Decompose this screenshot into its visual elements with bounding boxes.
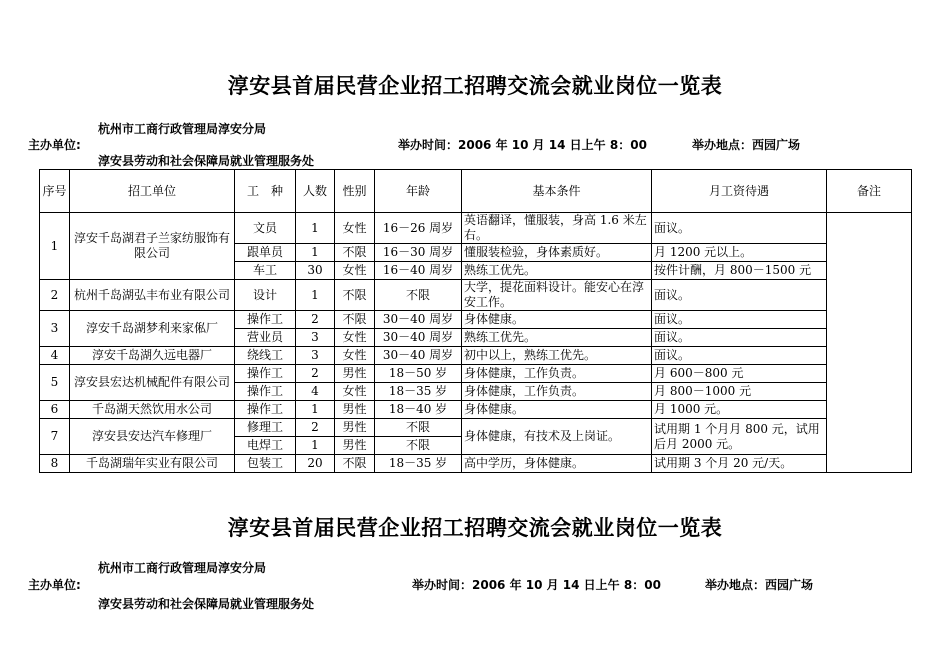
headcount: 4 bbox=[296, 383, 335, 401]
conditions: 身体健康，工作负责。 bbox=[462, 383, 652, 401]
row-index: 8 bbox=[40, 455, 70, 473]
job-title: 操作工 bbox=[235, 401, 296, 419]
event-time-repeat: 举办时间：2006 年 10 月 14 日上午 8：00 bbox=[412, 578, 661, 592]
salary: 月 1200 元以上。 bbox=[652, 244, 827, 262]
header-salary: 月工资待遇 bbox=[652, 170, 827, 213]
salary: 月 1000 元。 bbox=[652, 401, 827, 419]
job-title: 操作工 bbox=[235, 383, 296, 401]
table-row bbox=[40, 213, 912, 244]
event-place: 举办地点：西园广场 bbox=[692, 138, 801, 152]
age: 30－40 周岁 bbox=[375, 329, 462, 347]
header-count: 人数 bbox=[296, 170, 335, 213]
gender: 男性 bbox=[335, 419, 375, 437]
age: 18－50 岁 bbox=[375, 365, 462, 383]
salary: 试用期 1 个月月 800 元，试用后月 2000 元。 bbox=[652, 419, 827, 455]
table-row bbox=[40, 347, 912, 365]
job-title: 跟单员 bbox=[235, 244, 296, 262]
age: 18－40 岁 bbox=[375, 401, 462, 419]
company-name: 杭州千岛湖弘丰布业有限公司 bbox=[70, 280, 235, 311]
header-company: 招工单位 bbox=[70, 170, 235, 213]
company-name: 淳安千岛湖君子兰家纺服饰有限公司 bbox=[70, 213, 235, 280]
age: 18－35 岁 bbox=[375, 383, 462, 401]
header-conditions: 基本条件 bbox=[462, 170, 652, 213]
organizer-name-2-repeat: 淳安县劳动和社会保障局就业管理服务处 bbox=[98, 597, 315, 611]
header-age: 年龄 bbox=[375, 170, 462, 213]
job-title: 操作工 bbox=[235, 365, 296, 383]
company-name: 千岛湖瑞年实业有限公司 bbox=[70, 455, 235, 473]
page-title: 淳安县首届民营企业招工招聘交流会就业岗位一览表 bbox=[227, 74, 723, 98]
table-header-row bbox=[40, 170, 912, 213]
age: 不限 bbox=[375, 419, 462, 437]
company-name: 淳安千岛湖梦利来家俬厂 bbox=[70, 311, 235, 347]
job-title: 电焊工 bbox=[235, 437, 296, 455]
headcount: 1 bbox=[296, 244, 335, 262]
row-index: 6 bbox=[40, 401, 70, 419]
age: 不限 bbox=[375, 280, 462, 311]
headcount: 3 bbox=[296, 347, 335, 365]
gender: 男性 bbox=[335, 437, 375, 455]
row-index: 2 bbox=[40, 280, 70, 311]
row-index: 4 bbox=[40, 347, 70, 365]
gender: 女性 bbox=[335, 213, 375, 244]
conditions: 初中以上，熟练工优先。 bbox=[462, 347, 652, 365]
table-row bbox=[40, 455, 912, 473]
age: 16－40 周岁 bbox=[375, 262, 462, 280]
salary: 面议。 bbox=[652, 329, 827, 347]
conditions: 身体健康，工作负责。 bbox=[462, 365, 652, 383]
salary: 月 800－1000 元 bbox=[652, 383, 827, 401]
conditions: 英语翻译，懂服装，身高 1.6 米左右。 bbox=[462, 213, 652, 244]
salary: 试用期 3 个月 20 元/天。 bbox=[652, 455, 827, 473]
event-time: 举办时间：2006 年 10 月 14 日上午 8：00 bbox=[398, 138, 647, 152]
gender: 女性 bbox=[335, 262, 375, 280]
company-name: 淳安千岛湖久远电器厂 bbox=[70, 347, 235, 365]
event-place-repeat: 举办地点：西园广场 bbox=[705, 578, 814, 592]
company-name: 千岛湖天然饮用水公司 bbox=[70, 401, 235, 419]
organizer-name-1-repeat: 杭州市工商行政管理局淳安分局 bbox=[98, 561, 267, 575]
conditions: 懂服装检验，身体素质好。 bbox=[462, 244, 652, 262]
salary: 面议。 bbox=[652, 347, 827, 365]
table-row bbox=[40, 419, 912, 437]
page-title-repeat: 淳安县首届民营企业招工招聘交流会就业岗位一览表 bbox=[227, 516, 723, 540]
gender: 不限 bbox=[335, 244, 375, 262]
gender: 不限 bbox=[335, 280, 375, 311]
table-row bbox=[40, 311, 912, 329]
job-title: 营业员 bbox=[235, 329, 296, 347]
salary: 月 600－800 元 bbox=[652, 365, 827, 383]
gender: 不限 bbox=[335, 311, 375, 329]
row-index: 7 bbox=[40, 419, 70, 455]
salary: 面议。 bbox=[652, 311, 827, 329]
conditions: 熟练工优先。 bbox=[462, 262, 652, 280]
gender: 不限 bbox=[335, 455, 375, 473]
gender: 男性 bbox=[335, 365, 375, 383]
age: 30－40 周岁 bbox=[375, 311, 462, 329]
conditions: 身体健康，有技术及上岗证。 bbox=[462, 419, 652, 455]
age: 不限 bbox=[375, 437, 462, 455]
age: 16－30 周岁 bbox=[375, 244, 462, 262]
company-name: 淳安县安达汽车修理厂 bbox=[70, 419, 235, 455]
gender: 女性 bbox=[335, 383, 375, 401]
salary: 按件计酬，月 800－1500 元 bbox=[652, 262, 827, 280]
organizer-name-1: 杭州市工商行政管理局淳安分局 bbox=[98, 122, 267, 136]
headcount: 1 bbox=[296, 401, 335, 419]
organizer-label: 主办单位: bbox=[28, 138, 81, 152]
organizer-name-2: 淳安县劳动和社会保障局就业管理服务处 bbox=[98, 154, 315, 168]
jobs-table bbox=[39, 169, 912, 473]
row-index: 3 bbox=[40, 311, 70, 347]
job-title: 绕线工 bbox=[235, 347, 296, 365]
headcount: 1 bbox=[296, 437, 335, 455]
job-title: 包装工 bbox=[235, 455, 296, 473]
job-title: 车工 bbox=[235, 262, 296, 280]
conditions: 身体健康。 bbox=[462, 311, 652, 329]
table-row bbox=[40, 280, 912, 311]
table-row bbox=[40, 365, 912, 383]
company-name: 淳安县宏达机械配件有限公司 bbox=[70, 365, 235, 401]
job-title: 设计 bbox=[235, 280, 296, 311]
headcount: 30 bbox=[296, 262, 335, 280]
headcount: 2 bbox=[296, 365, 335, 383]
headcount: 2 bbox=[296, 419, 335, 437]
row-index: 1 bbox=[40, 213, 70, 280]
conditions: 熟练工优先。 bbox=[462, 329, 652, 347]
salary: 面议。 bbox=[652, 213, 827, 244]
header-gender: 性别 bbox=[335, 170, 375, 213]
headcount: 1 bbox=[296, 213, 335, 244]
headcount: 2 bbox=[296, 311, 335, 329]
remarks-cell bbox=[827, 213, 912, 473]
row-index: 5 bbox=[40, 365, 70, 401]
job-title: 操作工 bbox=[235, 311, 296, 329]
headcount: 3 bbox=[296, 329, 335, 347]
header-remarks: 备注 bbox=[827, 170, 912, 213]
age: 30－40 周岁 bbox=[375, 347, 462, 365]
age: 16－26 周岁 bbox=[375, 213, 462, 244]
gender: 女性 bbox=[335, 347, 375, 365]
salary: 面议。 bbox=[652, 280, 827, 311]
header-index: 序号 bbox=[40, 170, 70, 213]
gender: 女性 bbox=[335, 329, 375, 347]
age: 18－35 岁 bbox=[375, 455, 462, 473]
conditions: 大学，提花面料设计。能安心在淳安工作。 bbox=[462, 280, 652, 311]
table-row bbox=[40, 401, 912, 419]
organizer-label-repeat: 主办单位: bbox=[28, 578, 81, 592]
job-title: 修理工 bbox=[235, 419, 296, 437]
conditions: 高中学历，身体健康。 bbox=[462, 455, 652, 473]
conditions: 身体健康。 bbox=[462, 401, 652, 419]
header-job: 工 种 bbox=[235, 170, 296, 213]
headcount: 20 bbox=[296, 455, 335, 473]
job-title: 文员 bbox=[235, 213, 296, 244]
headcount: 1 bbox=[296, 280, 335, 311]
gender: 男性 bbox=[335, 401, 375, 419]
